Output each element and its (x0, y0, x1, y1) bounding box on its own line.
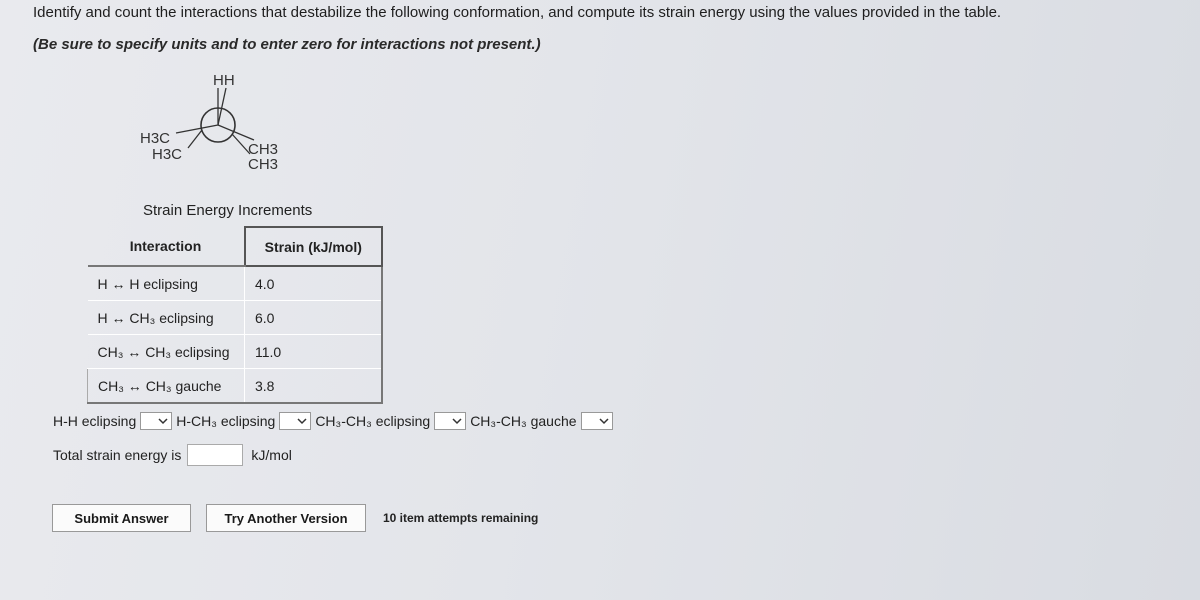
cell-strain: 3.8 (245, 369, 383, 404)
bond-top-right (218, 88, 226, 125)
strain-table (87, 226, 383, 404)
label-ch3-lower: CH3 (248, 156, 279, 173)
table-row (88, 335, 383, 369)
cell-interaction: CH₃ ↔ CH₃ gauche (88, 369, 245, 404)
hch3-eclipsing-label: H-CH₃ eclipsing (176, 413, 276, 429)
ch3ch3-eclipsing-label: CH₃-CH₃ eclipsing (315, 413, 431, 429)
ch3ch3-gauche-label: CH₃-CH₃ gauche (470, 413, 577, 429)
cell-interaction: CH₃ ↔ CH₃ eclipsing (88, 335, 245, 369)
total-strain-input[interactable] (187, 444, 243, 466)
attempts-remaining: 10 item attempts remaining (383, 511, 539, 525)
label-h3c-upper: H3C (140, 130, 171, 147)
newman-projection (130, 68, 330, 183)
label-ch3-upper: CH3 (248, 141, 279, 158)
chevron-down-icon (297, 416, 307, 426)
table-row (88, 301, 383, 335)
table-row (88, 266, 383, 301)
label-top-hh: HH (213, 72, 235, 89)
unit-label: kJ/mol (251, 447, 292, 463)
ch3ch3-eclipsing-select[interactable] (434, 412, 466, 430)
total-strain-row (53, 444, 292, 466)
bond-front-left (176, 125, 218, 133)
table-row (88, 369, 383, 404)
interaction-count-row (53, 412, 617, 430)
ch3ch3-gauche-select[interactable] (581, 412, 613, 430)
label-h3c-lower: H3C (152, 146, 183, 163)
try-another-version-button[interactable]: Try Another Version (206, 504, 366, 532)
chevron-down-icon (599, 416, 609, 426)
cell-strain: 6.0 (245, 301, 383, 335)
cell-interaction: H ↔ CH₃ eclipsing (88, 301, 245, 335)
table-caption: Strain Energy Increments (143, 202, 313, 219)
header-strain: Strain (kJ/mol) (245, 227, 383, 266)
question-instructions: Identify and count the interactions that destabilize the following conformation, and compute its strain energy using the values provided in the table. (33, 4, 1002, 21)
header-interaction: Interaction (88, 227, 245, 266)
table-header-row (88, 227, 383, 266)
hh-eclipsing-select[interactable] (140, 412, 172, 430)
submit-answer-button[interactable]: Submit Answer (52, 504, 191, 532)
cell-strain: 11.0 (245, 335, 383, 369)
chevron-down-icon (158, 416, 168, 426)
cell-strain: 4.0 (245, 266, 383, 301)
total-strain-label: Total strain energy is (53, 447, 182, 463)
bond-back-left (188, 130, 202, 148)
hh-eclipsing-label: H-H eclipsing (53, 413, 137, 429)
cell-interaction: H ↔ H eclipsing (88, 266, 245, 301)
question-note: (Be sure to specify units and to enter zero for interactions not present.) (33, 36, 541, 53)
hch3-eclipsing-select[interactable] (279, 412, 311, 430)
chevron-down-icon (452, 416, 462, 426)
